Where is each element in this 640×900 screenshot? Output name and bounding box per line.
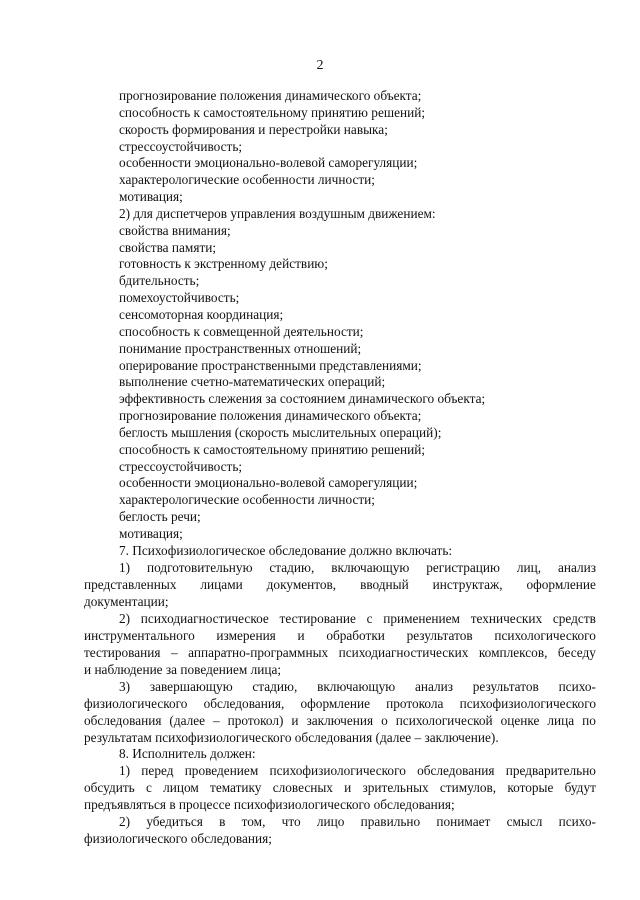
- paragraph-line: тестирования – аппаратно-программных психодиагностических комплексов, беседу: [84, 644, 596, 660]
- paragraph-discuss-stimuli: [84, 763, 596, 814]
- paragraph-line: физиологического обследования, оформление протокола психофизиологического: [84, 695, 596, 711]
- paragraph-line: 1) перед проведением психофизиологического обследования предварительно: [119, 763, 596, 778]
- requirements-list: [119, 88, 539, 560]
- list-item: способность к самостоятельному принятию решений;: [119, 104, 426, 120]
- list-item: способность к совмещенной деятельности;: [119, 323, 364, 339]
- section-7-heading: 7. Психофизиологическое обследование должно включать:: [119, 542, 453, 558]
- paragraph-line: физиологического обследования;: [84, 830, 272, 846]
- list-item: характерологические особенности личности;: [119, 492, 375, 508]
- paragraph-line: результатам психофизиологического обследования (далее – заключение).: [84, 729, 499, 745]
- paragraph-psychodiagnostic-testing: [84, 611, 596, 678]
- list-item: помехоустойчивость;: [119, 290, 240, 306]
- list-item: понимание пространственных отношений;: [119, 340, 362, 356]
- page-number: 2: [316, 58, 324, 73]
- paragraph-line: 3) завершающую стадию, включающую анализ результатов психо-: [119, 679, 596, 694]
- list-item: особенности эмоционально-волевой саморегуляции;: [119, 155, 418, 171]
- list-item: эффективность слежения за состоянием динамического объекта;: [119, 391, 486, 407]
- list-item: стрессоустойчивость;: [119, 138, 243, 154]
- paragraph-final-stage: [84, 679, 596, 746]
- list-item: особенности эмоционально-волевой саморегуляции;: [119, 475, 418, 491]
- paragraph-line: обследования (далее – протокол) и заключения о психологической оценке лица по: [84, 712, 596, 728]
- list-item: скорость формирования и перестройки навыка;: [119, 121, 388, 137]
- paragraph-line: документации;: [84, 593, 169, 609]
- paragraph-preparatory-stage: [84, 560, 596, 611]
- list-item: способность к самостоятельному принятию решений;: [119, 441, 426, 457]
- list-item: готовность к экстренному действию;: [119, 256, 328, 272]
- list-item: прогнозирование положения динамического объекта;: [119, 408, 422, 424]
- list-item: мотивация;: [119, 189, 183, 205]
- paragraph-line: и наблюдение за поведением лица;: [84, 661, 282, 677]
- list-item: беглость речи;: [119, 509, 201, 525]
- paragraph-line: обсудить с лицом тематику словесных и зрительных стимулов, которые будут: [84, 779, 596, 795]
- list-item: характерологические особенности личности;: [119, 172, 375, 188]
- paragraph-line: инструментального измерения и обработки результатов психологического: [84, 627, 596, 643]
- list-item: выполнение счетно-математических операций;: [119, 374, 386, 390]
- paragraph-line: 2) убедиться в том, что лицо правильно понимает смысл психо-: [119, 814, 596, 829]
- paragraph-line: 2) психодиагностическое тестирование с применением технических средств: [119, 611, 596, 626]
- list-item: прогнозирование положения динамического объекта;: [119, 88, 422, 103]
- list-item: мотивация;: [119, 525, 183, 541]
- list-item: бдительность;: [119, 273, 200, 289]
- list-item: сенсомоторная координация;: [119, 306, 284, 322]
- paragraph-line: предъявляться в процессе психофизиологического обследования;: [84, 796, 455, 812]
- section-8-heading: 8. Исполнитель должен:: [119, 746, 256, 761]
- section-8-heading-block: [84, 746, 596, 763]
- list-item: стрессоустойчивость;: [119, 458, 243, 474]
- list-item: беглость мышления (скорость мыслительных операций);: [119, 424, 442, 440]
- list-item: свойства внимания;: [119, 222, 231, 238]
- list-item: 2) для диспетчеров управления воздушным движением:: [119, 205, 436, 221]
- list-item: свойства памяти;: [119, 239, 217, 255]
- paragraph-line: 1) подготовительную стадию, включающую регистрацию лиц, анализ: [119, 560, 596, 575]
- list-item: оперирование пространственными представлениями;: [119, 357, 422, 373]
- paragraph-verify-understanding: [84, 814, 596, 848]
- paragraph-line: представленных лицами документов, вводный инструктаж, оформление: [84, 576, 596, 592]
